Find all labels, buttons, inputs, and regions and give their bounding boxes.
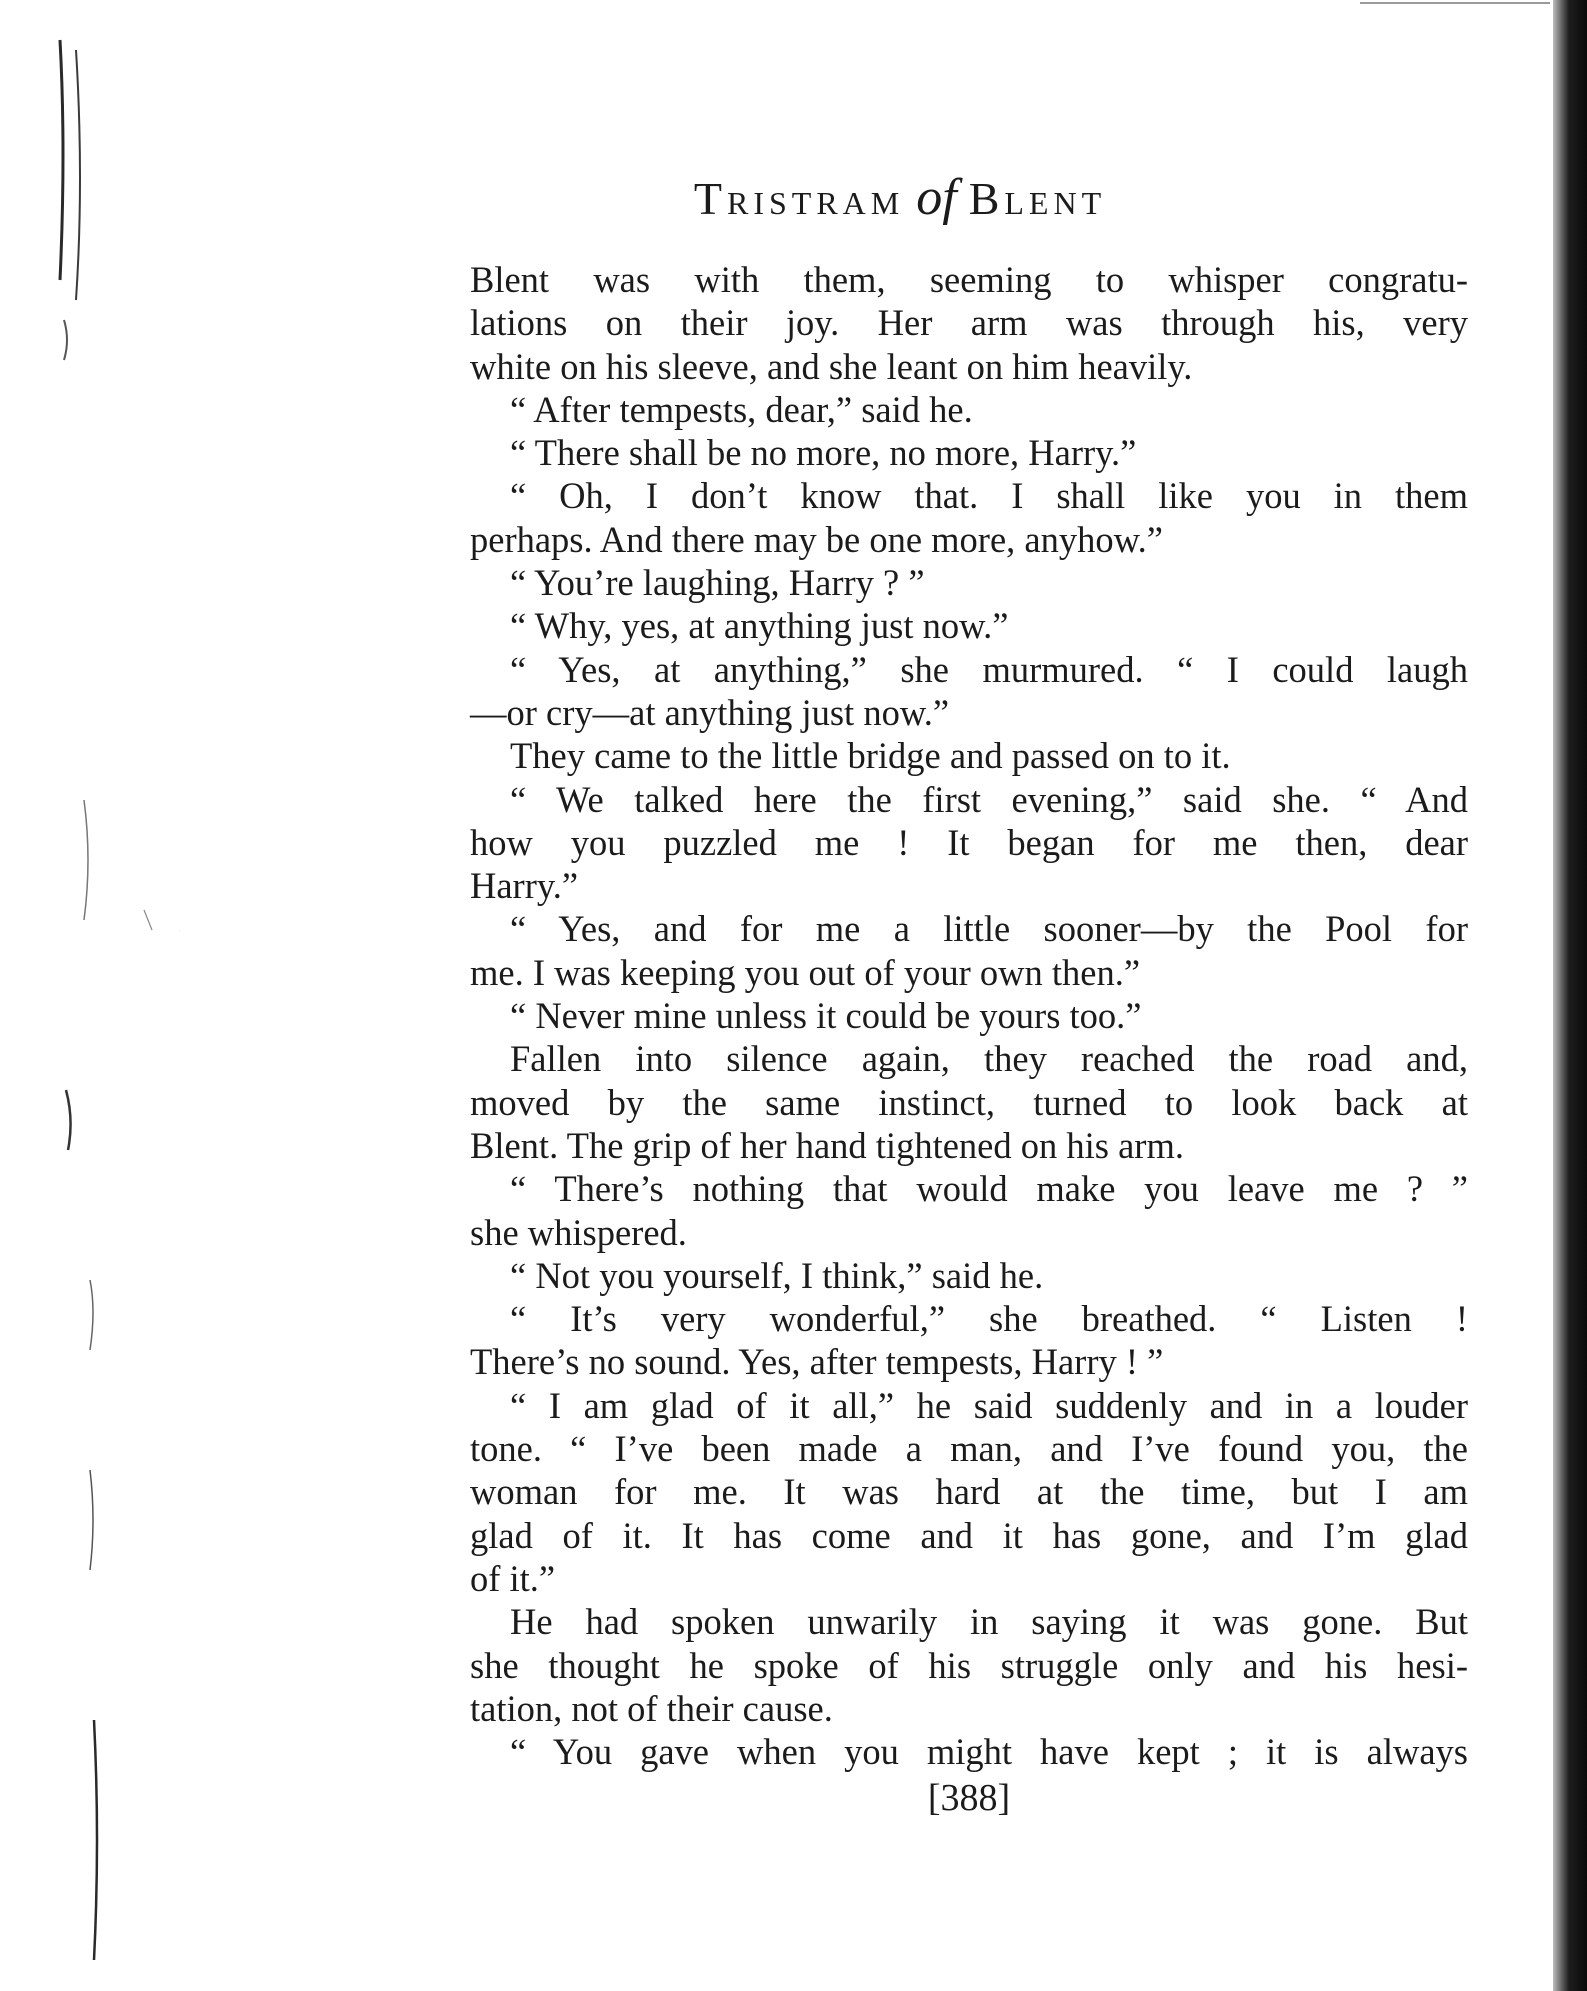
text-line: Blent was with them, seeming to whisper congratu- — [470, 259, 1468, 300]
text-line: white on his sleeve, and she leant on him heavily. — [470, 345, 1193, 387]
text-line: Fallen into silence again, they reached the road and, — [510, 1038, 1468, 1080]
text-line: moved by the same instinct, turned to look back at — [470, 1081, 1468, 1123]
running-head-of: of — [916, 169, 957, 226]
text-line: There’s no sound. Yes, after tempests, Harry ! ” — [470, 1341, 1164, 1383]
text-line: Blent. The grip of her hand tightened on his arm. — [470, 1124, 1184, 1166]
text-line: “ You gave when you might have kept ; it is always — [510, 1731, 1468, 1773]
text-line: “ Oh, I don’t know that. I shall like you in them — [510, 475, 1468, 517]
body-text — [470, 258, 1468, 1773]
text-line: “ After tempests, dear,” said he. — [510, 388, 973, 430]
text-line: “ Never mine unless it could be yours too.” — [510, 995, 1142, 1037]
text-line: “ I am glad of it all,” he said suddenly and in a louder — [510, 1384, 1468, 1426]
text-line: she whispered. — [470, 1211, 687, 1253]
text-line: “ There’s nothing that would make you leave me ? ” — [510, 1168, 1468, 1210]
text-line: “ Not you yourself, I think,” said he. — [510, 1254, 1044, 1296]
text-line: she thought he spoke of his struggle only and his hesi- — [470, 1644, 1468, 1686]
text-line: how you puzzled me ! It began for me then, dear — [470, 821, 1468, 863]
text-line: —or cry—at anything just now.” — [470, 691, 950, 733]
running-head — [470, 168, 1330, 227]
top-edge-rule — [1360, 2, 1550, 4]
text-line: They came to the little bridge and passed on to it. — [510, 735, 1231, 777]
text-line: “ It’s very wonderful,” she breathed. “ Listen ! — [510, 1298, 1468, 1340]
text-line: “ You’re laughing, Harry ? ” — [510, 562, 925, 604]
text-line: He had spoken unwarily in saying it was gone. But — [510, 1601, 1468, 1643]
text-line: tation, not of their cause. — [470, 1687, 833, 1729]
page-number: [388] — [927, 1777, 1011, 1819]
running-head-blent: Blent — [968, 173, 1107, 224]
text-line: Harry.” — [470, 865, 579, 907]
text-line: of it.” — [470, 1557, 556, 1599]
text-line: “ Yes, and for me a little sooner—by the Pool for — [510, 908, 1468, 950]
running-head-tristram: Tristram — [693, 173, 905, 224]
text-line: “ Why, yes, at anything just now.” — [510, 605, 1009, 647]
text-line: tone. “ I’ve been made a man, and I’ve found you, the — [470, 1428, 1468, 1470]
text-line: “ There shall be no more, no more, Harry.” — [510, 432, 1137, 474]
page-edge-shadow — [1553, 0, 1587, 1991]
binding-marks — [40, 0, 180, 1991]
text-line: lations on their joy. Her arm was through his, very — [470, 302, 1468, 344]
text-line: me. I was keeping you out of your own then.” — [470, 951, 1141, 993]
text-line: “ We talked here the first evening,” said she. “ And — [510, 778, 1468, 820]
text-line: perhaps. And there may be one more, anyhow.” — [470, 518, 1163, 560]
text-line: glad of it. It has come and it has gone, and I’m glad — [470, 1514, 1468, 1556]
text-line: “ Yes, at anything,” she murmured. “ I could laugh — [510, 648, 1468, 690]
text-line: woman for me. It was hard at the time, but I am — [470, 1471, 1468, 1513]
